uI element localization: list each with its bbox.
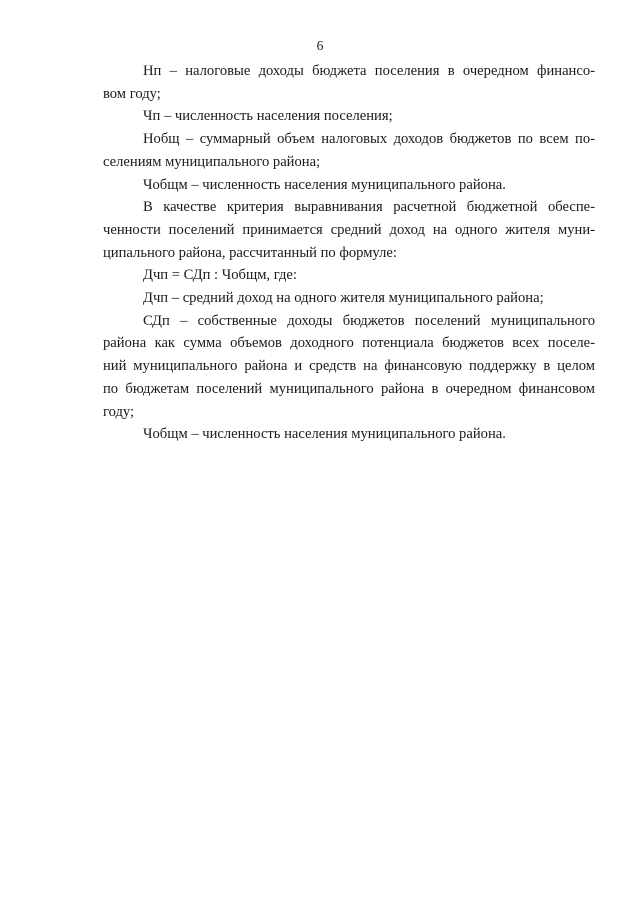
text-line: году;: [103, 403, 135, 420]
text-line: Нобщ – суммарный объем налоговых доходов бюджетов по всем по-: [143, 131, 595, 148]
text-line: Дчп = СДп : Чобщм, где:: [143, 267, 297, 284]
text-line: по бюджетам поселений муниципального района в очередном финансовом: [103, 380, 595, 397]
text-line: ципального района, рассчитанный по формуле:: [103, 244, 397, 261]
paragraph-equalization-criterion: [103, 196, 595, 264]
text-line: Нп – налоговые доходы бюджета поселения в очередном финансо-: [143, 63, 595, 79]
text-line: ний муниципального района и средств на финансовую поддержку в целом: [103, 358, 595, 375]
paragraph-np-definition: [103, 60, 595, 105]
text-line: района как сумма объемов доходного потенциала бюджетов всех поселе-: [103, 335, 595, 352]
document-body: [103, 60, 595, 446]
paragraph-nobsch-definition: [103, 128, 595, 173]
text-line: ченности поселений принимается средний доход на одного жителя муни-: [103, 221, 595, 238]
paragraph-formula: [103, 264, 595, 287]
paragraph-chp-definition: [103, 105, 595, 128]
paragraph-dchp-definition: [103, 287, 595, 310]
text-line: Чобщм – численность населения муниципального района.: [143, 426, 506, 443]
page-number: 6: [316, 38, 324, 53]
paragraph-chobschm-definition: [103, 174, 595, 197]
text-line: селениям муниципального района;: [103, 153, 321, 170]
paragraph-chobschm-definition-repeat: [103, 423, 595, 446]
text-line: вом году;: [103, 85, 161, 102]
text-line: В качестве критерия выравнивания расчетной бюджетной обеспе-: [143, 199, 595, 216]
text-line: Дчп – средний доход на одного жителя муниципального района;: [143, 290, 544, 307]
text-line: СДп – собственные доходы бюджетов поселений муниципального: [143, 312, 595, 329]
text-line: Чп – численность населения поселения;: [143, 108, 393, 125]
paragraph-sdp-definition: [103, 310, 595, 424]
text-line: Чобщм – численность населения муниципального района.: [143, 176, 506, 193]
